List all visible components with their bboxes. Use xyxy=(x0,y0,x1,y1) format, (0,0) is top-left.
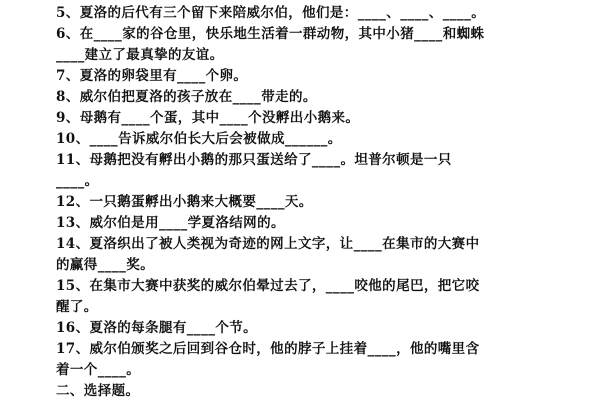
question-10-line: 10、____告诉威尔伯长大后会被做成______。 xyxy=(56,131,342,147)
question-12-line: 12、一只鹅蛋孵出小鹅来大概要____天。 xyxy=(56,194,313,210)
question-17-continuation: 着一个____。 xyxy=(56,362,141,378)
question-8-line: 8、威尔伯把夏洛的孩子放在____带走的。 xyxy=(56,89,317,105)
question-9-line: 9、母鹅有____个蛋，其中____个没孵出小鹅来。 xyxy=(56,110,360,126)
question-6-line: 6、在____家的谷仓里，快乐地生活着一群动物，其中小猪____和蜘蛛 xyxy=(56,26,485,42)
question-15-line: 15、在集市大赛中获奖的威尔伯晕过去了，____咬他的尾巴，把它咬 xyxy=(56,278,480,294)
question-5-line: 5、夏洛的后代有三个留下来陪威尔伯，他们是：____、____、____。 xyxy=(56,5,486,21)
question-6-continuation: ____建立了最真挚的友谊。 xyxy=(56,47,224,63)
question-11-line: 11、母鹅把没有孵出小鹅的那只蛋送给了____。坦普尔顿是一只 xyxy=(56,152,452,168)
question-14-line: 14、夏洛织出了被人类视为奇迹的网上文字，让____在集市的大赛中 xyxy=(56,236,480,252)
question-17-line: 17、威尔伯颁奖之后回到谷仓时，他的脖子上挂着____，他的嘴里含 xyxy=(56,341,480,357)
question-16-line: 16、夏洛的每条腿有____个节。 xyxy=(56,320,258,336)
question-15-continuation: 醒了。 xyxy=(56,299,98,315)
question-14-continuation: 的赢得____奖。 xyxy=(56,257,155,273)
question-11-continuation: ____。 xyxy=(56,173,99,189)
question-13-line: 13、威尔伯是用____学夏洛结网的。 xyxy=(56,215,285,231)
section-heading-choice: 二、选择题。 xyxy=(56,383,140,399)
question-list xyxy=(56,3,556,402)
question-7-line: 7、夏洛的卵袋里有____个卵。 xyxy=(56,68,248,84)
